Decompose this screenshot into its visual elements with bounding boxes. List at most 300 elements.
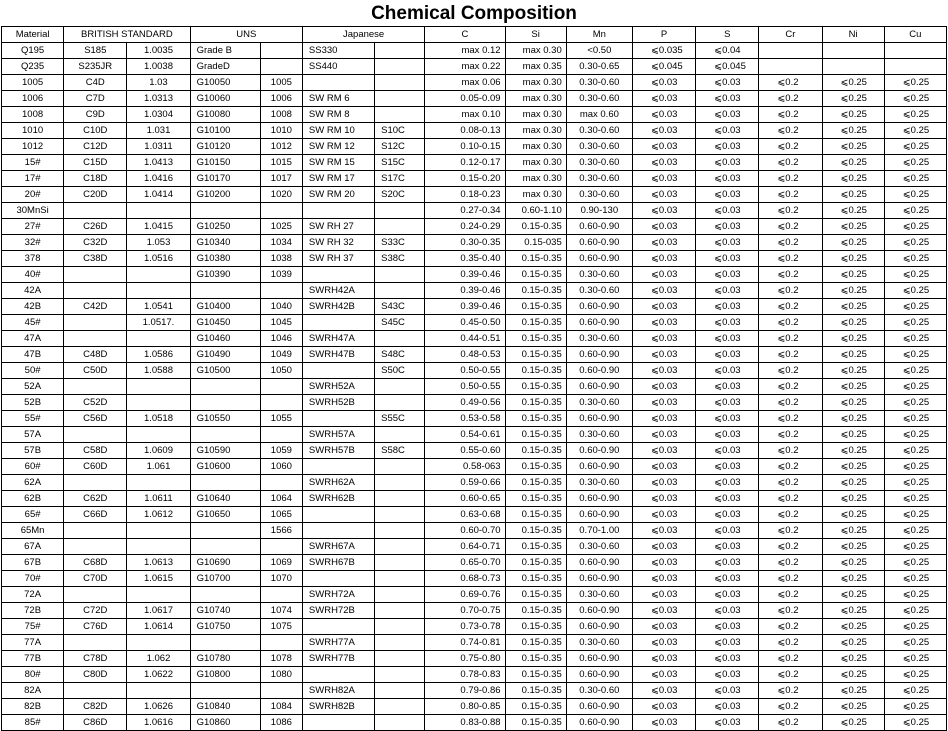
cell-ni: ⩽0.25 [822,203,884,219]
cell-cr: ⩽0.2 [759,315,822,331]
cell-s: ⩽0.03 [696,155,759,171]
cell-material: 50# [2,363,64,379]
cell-p: ⩽0.03 [632,363,695,379]
cell-japanese-grade: SW RM 12 [302,139,374,155]
cell-material: 72A [2,587,64,603]
cell-s: ⩽0.03 [696,699,759,715]
cell-si: 0.15-0.35 [505,555,566,571]
cell-japanese-code: S15C [375,155,425,171]
cell-uns-number: 1025 [260,219,302,235]
table-row [2,491,947,507]
cell-s: ⩽0.03 [696,395,759,411]
cell-si: 0.15-0.35 [505,251,566,267]
cell-cr: ⩽0.2 [759,539,822,555]
cell-mn: 0.30-0.60 [566,267,632,283]
cell-bs-grade: C15D [64,155,127,171]
cell-material: 52A [2,379,64,395]
cell-ni: ⩽0.25 [822,427,884,443]
cell-japanese-code: S17C [375,171,425,187]
cell-japanese-code [375,75,425,91]
cell-uns-code [190,587,260,603]
cell-ni: ⩽0.25 [822,235,884,251]
cell-mn: 0.60-0.90 [566,667,632,683]
cell-s: ⩽0.03 [696,491,759,507]
cell-japanese-grade: SS440 [302,59,374,75]
cell-ni: ⩽0.25 [822,75,884,91]
cell-cr: ⩽0.2 [759,475,822,491]
table-row [2,251,947,267]
cell-bs-grade: C80D [64,667,127,683]
cell-material: Q235 [2,59,64,75]
table-row [2,363,947,379]
table-row [2,715,947,731]
cell-japanese-grade: SWRH62B [302,491,374,507]
cell-p: ⩽0.03 [632,683,695,699]
cell-c: 0.53-0.58 [425,411,505,427]
cell-cr: ⩽0.2 [759,395,822,411]
cell-uns-number: 1078 [260,651,302,667]
cell-p: ⩽0.03 [632,107,695,123]
cell-uns-number [260,587,302,603]
cell-cr: ⩽0.2 [759,715,822,731]
table-row [2,75,947,91]
cell-uns-code: G10780 [190,651,260,667]
cell-japanese-grade [302,571,374,587]
cell-bs-grade: C56D [64,411,127,427]
cell-c: 0.60-0.70 [425,523,505,539]
cell-bs-grade: C52D [64,395,127,411]
cell-bs-grade: C62D [64,491,127,507]
cell-uns-code: G10740 [190,603,260,619]
cell-p: ⩽0.03 [632,347,695,363]
cell-uns-number: 1566 [260,523,302,539]
page-title: Chemical Composition [371,3,577,24]
cell-c: 0.63-0.68 [425,507,505,523]
cell-c: 0.75-0.80 [425,651,505,667]
table-row [2,539,947,555]
cell-ni: ⩽0.25 [822,459,884,475]
cell-japanese-code [375,619,425,635]
cell-c: 0.69-0.76 [425,587,505,603]
cell-bs-number [127,203,190,219]
table-row [2,91,947,107]
cell-bs-number: 1.0617 [127,603,190,619]
cell-c: max 0.10 [425,107,505,123]
cell-material: 17# [2,171,64,187]
header-ni: Ni [822,27,884,43]
cell-si: max 0.35 [505,59,566,75]
cell-uns-code: G10490 [190,347,260,363]
cell-cr: ⩽0.2 [759,635,822,651]
cell-bs-number: 1.0616 [127,715,190,731]
cell-p: ⩽0.03 [632,411,695,427]
cell-material: 60# [2,459,64,475]
cell-uns-code: G10250 [190,219,260,235]
cell-uns-code: G10380 [190,251,260,267]
cell-uns-code: G10690 [190,555,260,571]
cell-cu: ⩽0.25 [884,587,946,603]
cell-japanese-code [375,267,425,283]
cell-p: ⩽0.03 [632,123,695,139]
cell-c: max 0.06 [425,75,505,91]
cell-material: 47A [2,331,64,347]
table-row [2,139,947,155]
cell-cr: ⩽0.2 [759,571,822,587]
cell-bs-number [127,395,190,411]
header-uns: UNS [190,27,302,43]
cell-p: ⩽0.03 [632,539,695,555]
cell-si: 0.15-0.35 [505,571,566,587]
cell-c: 0.65-0.70 [425,555,505,571]
cell-material: 45# [2,315,64,331]
cell-japanese-code: S55C [375,411,425,427]
cell-japanese-grade [302,363,374,379]
cell-bs-number: 1.0517. [127,315,190,331]
table-row [2,507,947,523]
cell-material: 1006 [2,91,64,107]
cell-s: ⩽0.03 [696,571,759,587]
cell-c: 0.80-0.85 [425,699,505,715]
cell-material: 75# [2,619,64,635]
cell-japanese-code [375,107,425,123]
cell-cu: ⩽0.25 [884,203,946,219]
cell-japanese-grade [302,619,374,635]
cell-p: ⩽0.03 [632,667,695,683]
table-row [2,59,947,75]
cell-cr: ⩽0.2 [759,459,822,475]
cell-cu: ⩽0.25 [884,363,946,379]
cell-cu: ⩽0.25 [884,699,946,715]
cell-uns-number: 1039 [260,267,302,283]
cell-s: ⩽0.03 [696,363,759,379]
cell-c: 0.30-0.35 [425,235,505,251]
cell-ni [822,59,884,75]
header-p: P [632,27,695,43]
cell-uns-number: 1080 [260,667,302,683]
cell-uns-number [260,379,302,395]
table-row [2,427,947,443]
cell-material: 32# [2,235,64,251]
cell-si: max 0.30 [505,75,566,91]
cell-c: max 0.22 [425,59,505,75]
cell-mn: 0.30-0.60 [566,475,632,491]
cell-japanese-grade: SWRH57B [302,443,374,459]
cell-mn: 0.60-0.90 [566,235,632,251]
cell-mn: 0.30-0.60 [566,331,632,347]
cell-mn: 0.60-0.90 [566,619,632,635]
cell-p: ⩽0.03 [632,715,695,731]
cell-japanese-grade: SWRH47A [302,331,374,347]
cell-uns-code [190,475,260,491]
cell-japanese-code [375,667,425,683]
cell-cr: ⩽0.2 [759,107,822,123]
cell-c: 0.50-0.55 [425,379,505,395]
cell-p: ⩽0.03 [632,315,695,331]
cell-japanese-code [375,715,425,731]
cell-si: 0.15-0.35 [505,651,566,667]
cell-japanese-grade [302,315,374,331]
cell-ni: ⩽0.25 [822,315,884,331]
cell-cu: ⩽0.25 [884,475,946,491]
header-cu: Cu [884,27,946,43]
cell-mn: 0.30-0.60 [566,187,632,203]
cell-mn: 0.60-0.90 [566,299,632,315]
cell-mn: 0.30-0.60 [566,91,632,107]
cell-cu: ⩽0.25 [884,155,946,171]
cell-japanese-grade: SW RH 37 [302,251,374,267]
cell-bs-grade [64,283,127,299]
cell-si: 0.15-0.35 [505,507,566,523]
cell-cr: ⩽0.2 [759,75,822,91]
cell-uns-number: 1020 [260,187,302,203]
cell-s: ⩽0.03 [696,539,759,555]
cell-s: ⩽0.03 [696,171,759,187]
cell-cu: ⩽0.25 [884,91,946,107]
cell-mn: 0.60-0.90 [566,715,632,731]
cell-si: 0.15-0.35 [505,267,566,283]
cell-p: ⩽0.03 [632,587,695,603]
cell-uns-code: G10170 [190,171,260,187]
cell-cr: ⩽0.2 [759,235,822,251]
cell-material: 40# [2,267,64,283]
cell-bs-grade: C26D [64,219,127,235]
cell-uns-code [190,523,260,539]
cell-bs-number [127,379,190,395]
cell-c: 0.35-0.40 [425,251,505,267]
cell-cu: ⩽0.25 [884,171,946,187]
cell-uns-number: 1074 [260,603,302,619]
cell-s: ⩽0.03 [696,635,759,651]
cell-cu: ⩽0.25 [884,555,946,571]
cell-uns-number [260,59,302,75]
cell-material: 55# [2,411,64,427]
cell-si: 0.15-0.35 [505,379,566,395]
cell-uns-number: 1038 [260,251,302,267]
cell-p: ⩽0.03 [632,555,695,571]
cell-cu: ⩽0.25 [884,491,946,507]
cell-cu: ⩽0.25 [884,107,946,123]
cell-material: 80# [2,667,64,683]
cell-bs-number: 1.053 [127,235,190,251]
cell-uns-code: G10840 [190,699,260,715]
cell-p: ⩽0.03 [632,571,695,587]
cell-p: ⩽0.03 [632,331,695,347]
table-row [2,203,947,219]
cell-japanese-code [375,427,425,443]
cell-material: 30MnSi [2,203,64,219]
cell-p: ⩽0.03 [632,507,695,523]
cell-p: ⩽0.03 [632,299,695,315]
cell-bs-number [127,523,190,539]
cell-ni: ⩽0.25 [822,139,884,155]
cell-si: 0.15-0.35 [505,683,566,699]
cell-p: ⩽0.03 [632,75,695,91]
cell-material: 1008 [2,107,64,123]
cell-cr: ⩽0.2 [759,507,822,523]
cell-s: ⩽0.03 [696,75,759,91]
cell-mn: 0.60-0.90 [566,315,632,331]
table-row [2,107,947,123]
cell-japanese-grade: SW RM 6 [302,91,374,107]
cell-uns-number: 1060 [260,459,302,475]
cell-mn: 0.30-0.60 [566,75,632,91]
cell-cr: ⩽0.2 [759,139,822,155]
cell-mn: 0.30-0.60 [566,395,632,411]
cell-japanese-code [375,331,425,347]
cell-mn: 0.60-0.90 [566,219,632,235]
cell-japanese-code [375,379,425,395]
cell-japanese-grade: SWRH62A [302,475,374,491]
cell-bs-number: 1.0541 [127,299,190,315]
cell-cu: ⩽0.25 [884,539,946,555]
cell-uns-number: 1059 [260,443,302,459]
cell-japanese-grade: SWRH57A [302,427,374,443]
cell-cr: ⩽0.2 [759,651,822,667]
cell-japanese-code: S33C [375,235,425,251]
cell-uns-number: 1086 [260,715,302,731]
cell-bs-number: 1.0413 [127,155,190,171]
cell-s: ⩽0.03 [696,715,759,731]
cell-cu: ⩽0.25 [884,523,946,539]
cell-p: ⩽0.03 [632,491,695,507]
cell-si: max 0.30 [505,107,566,123]
cell-uns-code [190,379,260,395]
cell-japanese-code: S50C [375,363,425,379]
cell-japanese-grade: SWRH77A [302,635,374,651]
cell-s: ⩽0.03 [696,603,759,619]
cell-s: ⩽0.03 [696,347,759,363]
cell-cr: ⩽0.2 [759,523,822,539]
cell-japanese-grade: SWRH67B [302,555,374,571]
cell-ni: ⩽0.25 [822,539,884,555]
cell-japanese-grade: SWRH82A [302,683,374,699]
cell-uns-code [190,427,260,443]
cell-si: max 0.30 [505,43,566,59]
cell-uns-number: 1070 [260,571,302,587]
cell-bs-number: 1.0614 [127,619,190,635]
cell-mn: <0.50 [566,43,632,59]
cell-japanese-grade [302,523,374,539]
cell-japanese-code [375,203,425,219]
cell-bs-grade: C38D [64,251,127,267]
cell-si: 0.15-0.35 [505,587,566,603]
cell-s: ⩽0.03 [696,443,759,459]
cell-japanese-grade: SWRH72B [302,603,374,619]
cell-material: 65Mn [2,523,64,539]
cell-s: ⩽0.03 [696,667,759,683]
cell-bs-grade: S235JR [64,59,127,75]
cell-cr: ⩽0.2 [759,683,822,699]
cell-cu: ⩽0.25 [884,427,946,443]
cell-ni: ⩽0.25 [822,587,884,603]
cell-p: ⩽0.03 [632,283,695,299]
table-row [2,299,947,315]
cell-p: ⩽0.03 [632,443,695,459]
table-row [2,395,947,411]
cell-c: 0.45-0.50 [425,315,505,331]
cell-japanese-code [375,475,425,491]
cell-bs-grade: C78D [64,651,127,667]
cell-c: 0.48-0.53 [425,347,505,363]
cell-uns-code: G10150 [190,155,260,171]
cell-japanese-grade [302,267,374,283]
cell-mn: 0.60-0.90 [566,379,632,395]
cell-s: ⩽0.03 [696,619,759,635]
table-row [2,123,947,139]
cell-japanese-grade: SWRH82B [302,699,374,715]
cell-cu: ⩽0.25 [884,219,946,235]
cell-material: 57A [2,427,64,443]
cell-bs-number: 1.0622 [127,667,190,683]
cell-bs-number [127,427,190,443]
cell-p: ⩽0.03 [632,235,695,251]
cell-mn: 0.30-0.60 [566,539,632,555]
table-row [2,347,947,363]
cell-si: 0.15-0.35 [505,427,566,443]
header-mn: Mn [566,27,632,43]
cell-material: 20# [2,187,64,203]
cell-uns-code: G10060 [190,91,260,107]
cell-uns-number: 1045 [260,315,302,331]
cell-bs-number: 1.062 [127,651,190,667]
cell-uns-number: 1049 [260,347,302,363]
cell-ni: ⩽0.25 [822,715,884,731]
cell-s: ⩽0.03 [696,283,759,299]
cell-uns-number: 1010 [260,123,302,139]
cell-japanese-code [375,523,425,539]
cell-s: ⩽0.03 [696,203,759,219]
cell-ni: ⩽0.25 [822,555,884,571]
cell-si: max 0.30 [505,91,566,107]
cell-si: 0.15-0.35 [505,603,566,619]
cell-mn: 0.30-0.60 [566,171,632,187]
cell-bs-number [127,331,190,347]
cell-c: 0.12-0.17 [425,155,505,171]
cell-ni: ⩽0.25 [822,603,884,619]
cell-cr: ⩽0.2 [759,667,822,683]
cell-bs-grade: C9D [64,107,127,123]
cell-p: ⩽0.03 [632,523,695,539]
cell-bs-number: 1.0311 [127,139,190,155]
cell-s: ⩽0.03 [696,331,759,347]
cell-uns-code: G10860 [190,715,260,731]
cell-ni: ⩽0.25 [822,523,884,539]
cell-p: ⩽0.03 [632,699,695,715]
cell-ni: ⩽0.25 [822,251,884,267]
cell-p: ⩽0.03 [632,619,695,635]
cell-bs-grade [64,331,127,347]
cell-bs-grade: C32D [64,235,127,251]
cell-ni: ⩽0.25 [822,699,884,715]
cell-bs-number: 1.0516 [127,251,190,267]
cell-mn: 0.60-0.90 [566,603,632,619]
table-row [2,555,947,571]
cell-japanese-grade [302,411,374,427]
cell-ni [822,43,884,59]
cell-si: max 0.30 [505,123,566,139]
cell-uns-code: G10500 [190,363,260,379]
cell-japanese-code: S38C [375,251,425,267]
table-row [2,187,947,203]
cell-bs-grade: S185 [64,43,127,59]
cell-cr: ⩽0.2 [759,619,822,635]
cell-p: ⩽0.03 [632,267,695,283]
cell-si: max 0.30 [505,171,566,187]
cell-mn: 0.60-0.90 [566,507,632,523]
cell-cu: ⩽0.25 [884,235,946,251]
cell-ni: ⩽0.25 [822,347,884,363]
cell-uns-number: 1017 [260,171,302,187]
